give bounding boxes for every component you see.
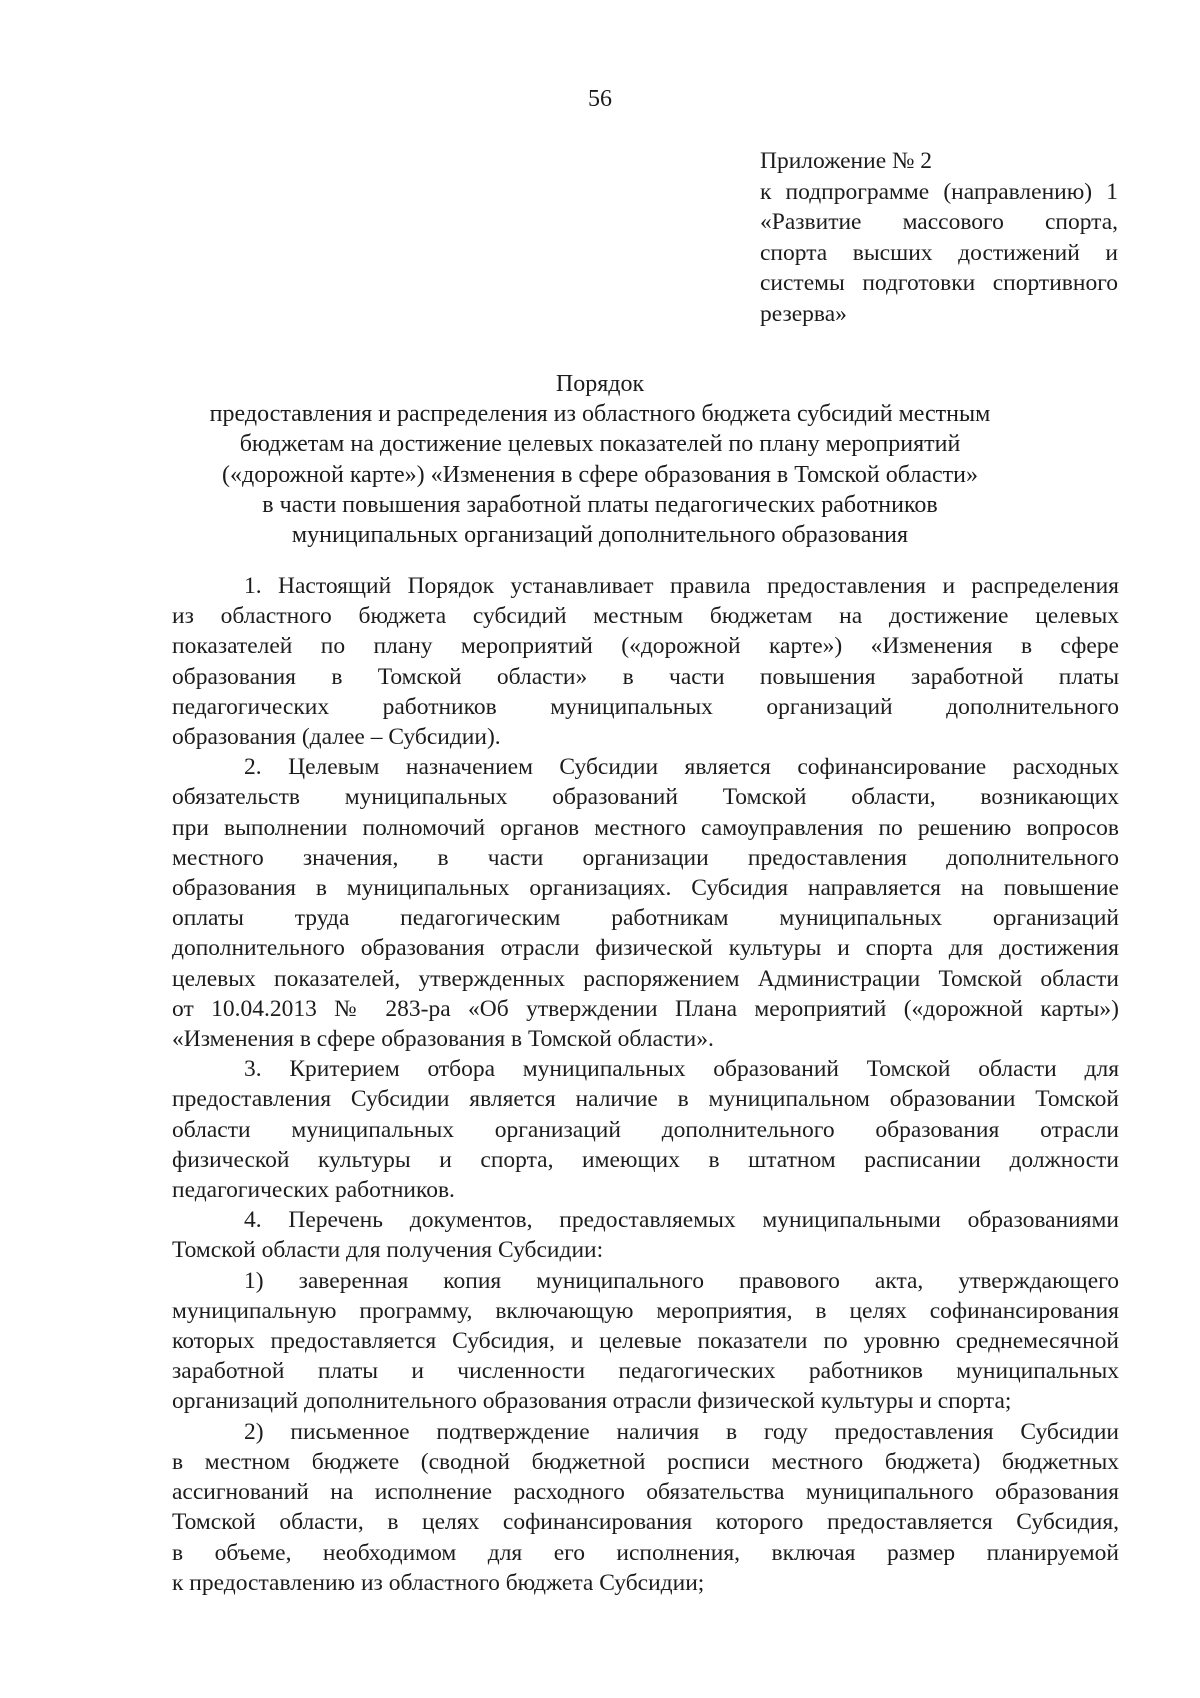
- text-line: 2) письменное подтверждение наличия в году предоставления Субсидии: [244, 1418, 1119, 1445]
- heading-line: («дорожной карте») «Изменения в сфере образования в Томской области»: [222, 461, 978, 488]
- heading-line: предоставления и распределения из областного бюджета субсидий местным: [209, 401, 991, 428]
- text-line: педагогических работников муниципальных организаций дополнительного: [172, 693, 1119, 720]
- text-line: в местном бюджете (сводной бюджетной росписи местного бюджета) бюджетных: [172, 1448, 1119, 1475]
- appendix-line: спорта высших достижений и: [760, 239, 1118, 266]
- text-line: к предоставлению из областного бюджета Субсидии;: [172, 1569, 705, 1596]
- page-number: 56: [588, 86, 612, 112]
- heading-line: бюджетам на достижение целевых показателей по плану мероприятий: [239, 431, 961, 458]
- text-line: организаций дополнительного образования отрасли физической культуры и спорта;: [172, 1388, 1012, 1415]
- text-line: физической культуры и спорта, имеющих в штатном расписании должности: [172, 1146, 1119, 1173]
- appendix-block: [760, 146, 1118, 329]
- text-line: обязательств муниципальных образований Томской области, возникающих: [172, 784, 1119, 811]
- text-line: из областного бюджета субсидий местным бюджетам на достижение целевых: [172, 603, 1119, 630]
- paragraph-1: [172, 571, 1119, 752]
- list-item-1: [172, 1266, 1119, 1417]
- text-line: 1. Настоящий Порядок устанавливает правила предоставления и распределения: [244, 573, 1119, 599]
- text-line: образования в Томской области» в части повышения заработной платы: [172, 663, 1119, 690]
- text-line: Томской области для получения Субсидии:: [172, 1237, 604, 1264]
- text-line: заработной платы и численности педагогических работников муниципальных: [172, 1358, 1119, 1385]
- text-line: 1) заверенная копия муниципального правового акта, утверждающего: [244, 1267, 1119, 1294]
- list-item-2: [172, 1417, 1119, 1598]
- text-line: области муниципальных организаций дополнительного образования отрасли: [172, 1116, 1119, 1143]
- text-line: предоставления Субсидии является наличие в муниципальном образовании Томской: [172, 1086, 1119, 1113]
- text-line: Томской области, в целях софинансирования которого предоставляется Субсидия,: [172, 1509, 1119, 1536]
- heading-line: в части повышения заработной платы педагогических работников: [262, 491, 938, 518]
- appendix-line: к подпрограмме (направлению) 1: [760, 178, 1118, 205]
- text-line: местного значения, в части организации предоставления дополнительного: [172, 844, 1119, 871]
- paragraph-4: [172, 1205, 1119, 1265]
- document-body: [172, 571, 1119, 1598]
- appendix-line: «Развитие массового спорта,: [760, 209, 1118, 235]
- text-line: оплаты труда педагогическим работникам муниципальных организаций: [172, 905, 1119, 932]
- text-line: ассигнований на исполнение расходного обязательства муниципального образования: [172, 1479, 1119, 1506]
- appendix-line: системы подготовки спортивного: [760, 270, 1118, 296]
- text-line: «Изменения в сфере образования в Томской области».: [172, 1026, 714, 1053]
- heading-line: муниципальных организаций дополнительного образования: [291, 522, 909, 549]
- text-line: педагогических работников.: [172, 1177, 455, 1204]
- text-line: муниципальную программу, включающую мероприятия, в целях софинансирования: [172, 1297, 1119, 1324]
- text-line: образования в муниципальных организациях. Субсидия направляется на повышение: [172, 875, 1119, 902]
- text-line: целевых показателей, утвержденных распоряжением Администрации Томской области: [172, 965, 1119, 992]
- document-heading: [160, 369, 1040, 550]
- text-line: дополнительного образования отрасли физической культуры и спорта для достижения: [172, 935, 1119, 962]
- text-line: 3. Критерием отбора муниципальных образований Томской области для: [244, 1056, 1119, 1083]
- text-line: при выполнении полномочий органов местного самоуправления по решению вопросов: [172, 814, 1119, 841]
- text-line: от 10.04.2013 № 283-ра «Об утверждении Плана мероприятий («дорожной карты»): [172, 995, 1119, 1022]
- text-line: 4. Перечень документов, предоставляемых муниципальными образованиями: [244, 1207, 1119, 1234]
- text-line: которых предоставляется Субсидия, и целевые показатели по уровню среднемесячной: [172, 1328, 1119, 1355]
- appendix-line: Приложение № 2: [760, 148, 933, 174]
- appendix-line: резерва»: [760, 300, 847, 327]
- text-line: образования (далее – Субсидии).: [172, 724, 501, 751]
- heading-title: Порядок: [555, 371, 645, 397]
- text-line: 2. Целевым назначением Субсидии является софинансирование расходных: [244, 754, 1119, 781]
- paragraph-2: [172, 752, 1119, 1054]
- paragraph-3: [172, 1054, 1119, 1205]
- text-line: показателей по плану мероприятий («дорожной карте») «Изменения в сфере: [172, 633, 1119, 660]
- text-line: в объеме, необходимом для его исполнения, включая размер планируемой: [172, 1539, 1119, 1566]
